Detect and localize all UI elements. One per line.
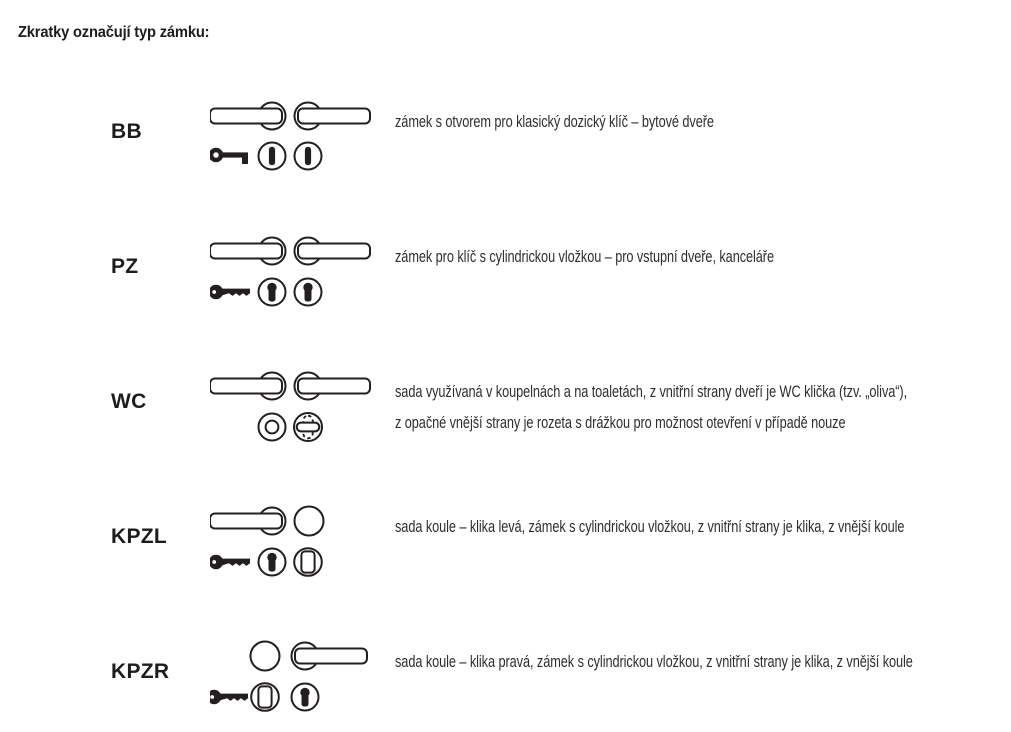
lock-type-code: WC xyxy=(111,390,147,413)
lock-hardware-illustration-kpzr xyxy=(210,639,380,719)
lock-hardware-illustration-bb xyxy=(210,99,380,179)
blank-rosette-icon xyxy=(251,683,279,711)
lever-handle-right-icon xyxy=(292,643,368,670)
cylinder-keyhole-rosette-icon xyxy=(295,279,322,306)
blank-rosette-icon xyxy=(294,548,322,576)
lever-handle-left-icon xyxy=(210,238,286,265)
description-line: zámek s otvorem pro klasický dozický klíč – bytové dveře xyxy=(395,112,714,131)
lock-type-row-kpzr xyxy=(0,639,1011,731)
slotted-rosette-icon xyxy=(259,414,286,441)
lock-hardware-illustration-pz xyxy=(210,234,380,314)
cylinder-keyhole-rosette-icon xyxy=(292,684,319,711)
lock-type-code: PZ xyxy=(111,255,139,278)
description-line: zámek pro klíč s cylindrickou vložkou – pro vstupní dveře, kanceláře xyxy=(395,247,774,266)
lever-handle-right-icon xyxy=(295,103,371,130)
lever-handle-right-icon xyxy=(295,238,371,265)
lock-type-code: BB xyxy=(111,120,142,143)
lever-handle-left-icon xyxy=(210,373,286,400)
lock-type-description xyxy=(395,511,1011,542)
lever-handle-left-icon xyxy=(210,103,286,130)
description-line: sada koule – klika pravá, zámek s cylindrickou vložkou, z vnitřní strany je klika, z vnější koule xyxy=(395,652,913,671)
classic-keyhole-rosette-icon xyxy=(259,143,286,170)
lock-type-description xyxy=(395,106,1011,137)
lock-hardware-illustration-kpzl xyxy=(210,504,380,584)
lock-type-row-kpzl xyxy=(0,504,1011,596)
description-line: sada využívaná v koupelnách a na toaletách, z vnitřní strany dveří je WC klička (tzv. „oliva“), xyxy=(395,382,908,401)
lock-type-description xyxy=(395,646,1011,677)
wc-thumbturn-icon xyxy=(294,413,322,441)
lock-type-row-bb xyxy=(0,99,1011,191)
lever-handle-right-icon xyxy=(295,373,371,400)
page-title: Zkratky označují typ zámku: xyxy=(18,24,210,41)
cylinder-key-icon xyxy=(210,555,250,569)
lock-hardware-illustration-wc xyxy=(210,369,380,449)
lock-type-description xyxy=(395,241,1011,272)
lock-type-code: KPZR xyxy=(111,660,170,683)
description-line: sada koule – klika levá, zámek s cylindrickou vložkou, z vnitřní strany je klika, z vnější koule xyxy=(395,517,905,536)
lock-type-code: KPZL xyxy=(111,525,168,548)
classic-key-icon xyxy=(211,150,248,164)
classic-keyhole-rosette-icon xyxy=(295,143,322,170)
door-knob-icon xyxy=(295,507,324,536)
cylinder-keyhole-rosette-icon xyxy=(259,549,286,576)
cylinder-keyhole-rosette-icon xyxy=(259,279,286,306)
description-line: z opačné vnější strany je rozeta s drážkou pro možnost otevření v případě nouze xyxy=(395,413,846,432)
lock-type-row-pz xyxy=(0,234,1011,326)
door-knob-icon xyxy=(251,642,280,671)
lock-type-row-wc xyxy=(0,369,1011,461)
cylinder-key-icon xyxy=(210,285,250,299)
lever-handle-left-icon xyxy=(210,508,286,535)
cylinder-key-icon xyxy=(210,690,248,704)
lock-type-description xyxy=(395,376,1011,438)
